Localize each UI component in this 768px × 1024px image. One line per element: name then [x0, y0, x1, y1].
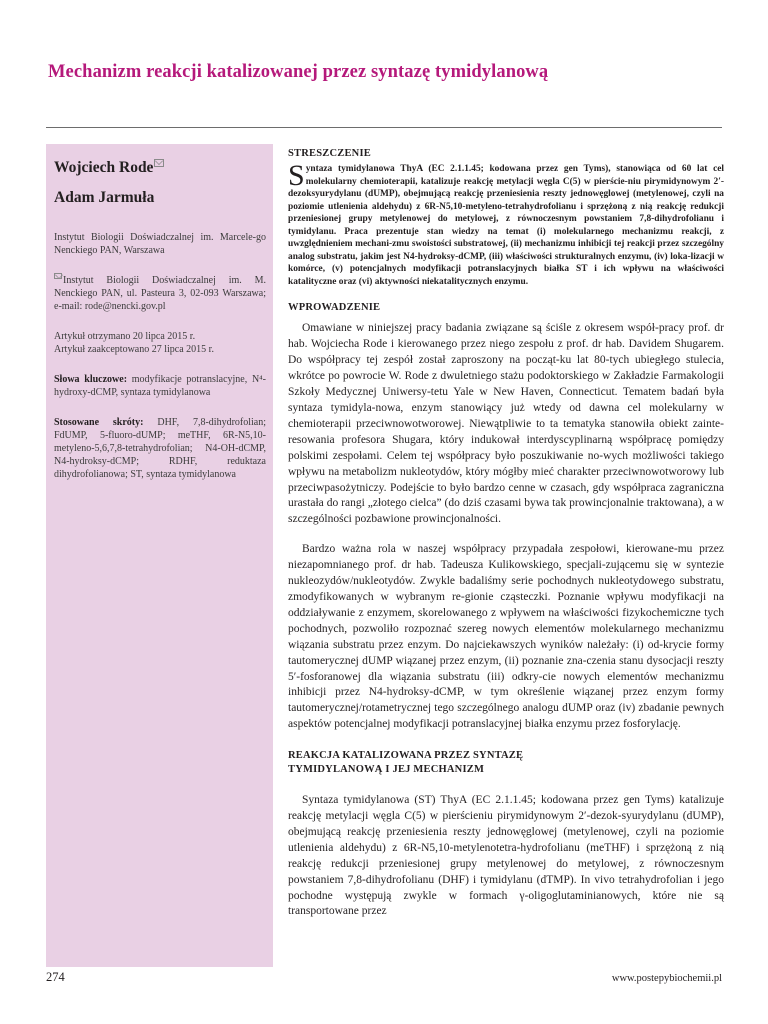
keywords: [54, 373, 266, 399]
drop-cap: S: [288, 159, 305, 192]
author-name-1: Wojciech Rode: [54, 158, 266, 178]
page-number: 274: [46, 970, 65, 984]
affiliation: Instytut Biologii Doświadczalnej im. Marcele-go Nenckiego PAN, Warszawa: [54, 232, 266, 256]
intro-heading: WPROWADZENIE: [288, 302, 381, 314]
author-sidebar: [46, 144, 273, 967]
envelope-icon: [154, 159, 164, 167]
envelope-icon: [54, 273, 62, 279]
main-column: [288, 148, 724, 920]
keywords-label: Słowa kluczowe:: [54, 374, 128, 385]
section2-heading: REAKCJA KATALIZOWANA PRZEZ SYNTAZĘ TYMIDYLANOWĄ I JEJ MECHANIZM: [288, 750, 524, 776]
received-date: Artykuł otrzymano 20 lipca 2015 r.: [54, 331, 196, 342]
abbreviations-text: DHF, 7,8-dihydrofolian; FdUMP, 5-fluoro-dUMP; meTHF, 6R-N5,10-metyleno-5,6,7,8-tetrahydrofolian; N4-OH-dCMP, N4-hydroksy-dCMP; RDHF, reduktaza dihydrofolianowa; ST, syntaza tymidylanowa: [54, 417, 267, 480]
accepted-date: Artykuł zaakceptowano 27 lipca 2015 r.: [54, 344, 214, 355]
article-title: Mechanizm reakcji katalizowanej przez syntazę tymidylanową: [48, 62, 549, 82]
abbreviations-label: Stosowane skróty:: [54, 417, 144, 428]
article-dates: [54, 330, 266, 356]
correspondence: Instytut Biologii Doświadczalnej im. M. Nenckiego PAN, ul. Pasteura 3, 02-093 Warszawa; e-mail: rode@nencki.gov.pl: [54, 275, 266, 312]
abbreviations: [54, 416, 266, 481]
author-name-2: Adam Jarmuła: [54, 189, 155, 206]
abstract-heading: STRESZCZENIE: [288, 148, 371, 159]
title-divider: [46, 127, 722, 128]
keywords-text: modyfikacje potranslacyjne, N⁴-hydroxy-dCMP, syntaza tymidylanowa: [54, 374, 266, 398]
section2-paragraph-1: Syntaza tymidylanowa (ST) ThyA (EC 2.1.1.45; kodowana przez gen Tyms) katalizuje reakcję metylacji węgla C(5) w pierścieniu pirymidynowym 2′-dezok-syurydylanu (dUMP), obejmującą reakcję przeniesienia reszty jednowęglowej (metylenowej, czyli na poziomie utlenienia aldehydu) z 6R-N5,10-metylenotetra-hydrofolianu (meTHF) i sprzężoną z nią reakcję redukcji przeniesionej grupy metylenowej do metylowej, z równoczesnym powstaniem 7,8-dihydrofolianu (DHF) i tymidylanu (dTMP). In vivo tetrahydrofolian i jego pochodne występują zwykle w formach γ-oligoglutaminianowych, które nie są transportowane przez: [288, 794, 724, 918]
journal-url: www.postepybiochemii.pl: [611, 973, 722, 984]
abstract-text: Syntaza tymidylanowa ThyA (EC 2.1.1.45; kodowana przez gen Tyms), stanowiąca od 60 lat cel molekularny chemioterapii, katalizuje reakcję metylacji węgla C(5) w pierście-niu pirymidynowym 2′-dezoksyurydylanu (dUMP), obejmującą reakcję przeniesienia reszty jednowęglowej (metylenowej, czyli na poziomie utlenienia aldehydu) z 6R-N5,10-metyleno-tetrahydrofolianu i sprzężoną z nią reakcję redukcji przeniesionej grupy metylenowej do metylowej, z równoczesnym powstaniem 7,8-dihydrofolianu i tymidylanu. Praca prezentuje stan wiedzy na temat (i) molekularnego mechanizmu reakcji, z uwzględnieniem mechani-zmu swoistości substratowej, (ii) mechanizmu inhibicji tej reakcji przez szczególny analog substratu, jakim jest N4-hydroksy-dCMP, (iii) właściwości strukturalnych enzymu, (iv) loka-lizacji w komórce, (v) potencjalnych modyfikacji potranslacyjnych białka ST i ich wpływu na właściwości katalityczne oraz (vi) aktywności niekatalitycznych enzymu.: [288, 159, 724, 287]
intro-paragraph-2: Bardzo ważna rola w naszej współpracy przypadała zespołowi, kierowane-mu przez niezapomnianego prof. dr hab. Tadeusza Kulikowskiego, specjali-zującemu się w syntezie nukleozydów/nukleotydów. Zwykle badaliśmy serie pochodnych nukleotydowego substratu, zmodyfikowanych w wybranym re-gionie cząsteczki. Poznanie wpływu modyfikacji na oddziaływanie z enzymem, skorelowanego z wpływem na właściwości fizykochemiczne tych pochodnych, pozwoliło rozpoznać szereg nowych elementów molekularnego mechanizmu wiązania substratu przez enzym. Do najciekawszych wyników należały: (i) od-krycie formy tautomerycznej dUMP wiązanej przez enzym, (ii) poznanie zna-czenia stanu dysocjacji reszty 5′-fosforanowej dla wiązania substratu (iii) odkry-cie nowych elementów mechanizmu inhibicji przez N4-hydroksy-dCMP, w tym określenie wiązanej przez enzym formy tautomerycznej/rotametrycznej tego szczególnego analogu dUMP oraz (iv) zbadanie pewnych aspektów potencjalnej modyfikacji potranslacyjnej białka enzymu przez fosforylację.: [288, 543, 724, 731]
intro-paragraph-1: Omawiane w niniejszej pracy badania związane są ściśle z okresem współ-pracy prof. dr hab. Wojciecha Rode i kierowanego przez niego zespołu z prof. dr hab. Davidem Shugarem. Do współpracy tej zespół został zaproszony na począt-ku lat 80-tych ubiegłego stulecia, wkrótce po powrocie W. Rode z dwuletniego stażu podoktorskiego w Zakładzie Farmakologii Szkoły Medycznej Uniwersy-tetu Yale w New Haven, Connecticut. Tematem badań była syntaza tymidyla-nowa, enzym stanowiący już wtedy od dawna cel molekularny w chemioterapii przeciwnowotworowej. Niewątpliwie to ta tematyka stanowiła obiekt zainte-resowania profesora Shugara, który indukował interdyscyplinarną współpracę pomiędzy polskimi zespołami. Celem tej współpracy było poszukiwanie no-wych możliwości takiego wpływu na metabolizm nukleotydów, który mógłby mieć charakter przeciwnowotworowy lub przeciwpasożytniczy. Podejście to było bardzo cenne w czasach, gdy współpraca zagraniczna urastała do rangi „złotego cielca” (do dziś czasami bywa tak prowincjonalnie traktowana), a w szczególności pozbawione prowincjonalności.: [288, 322, 724, 526]
